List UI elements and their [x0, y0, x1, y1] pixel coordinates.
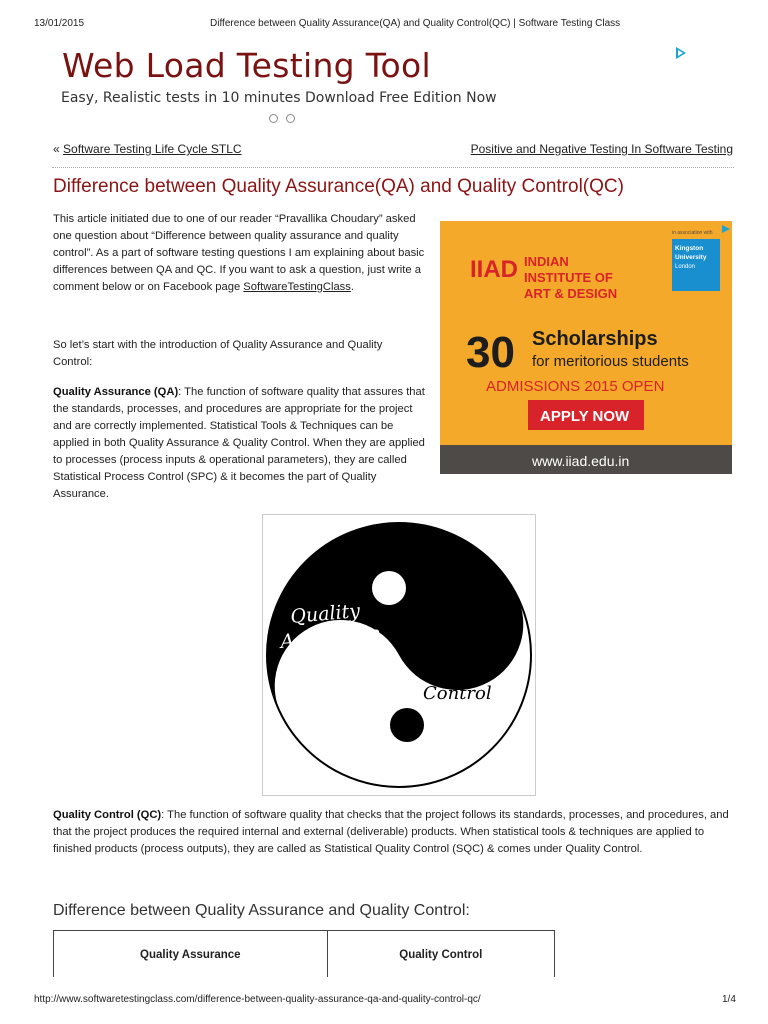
adchoices-icon[interactable] — [676, 47, 686, 59]
print-date: 13/01/2015 — [34, 18, 85, 29]
qc-label-2: Control — [423, 683, 492, 704]
qc-label-1: Quality — [423, 659, 489, 680]
qc-definition: : The function of software quality that checks that the project follows its standards, processes, and procedures, and that the project produces the required internal and external (deliverable) products. When statistical tools & techniques are applied to finished products (process outputs), they are called as Statistical Quality Control (SQC) & comes under Quality Control. — [53, 809, 729, 855]
intro-end: . — [350, 281, 354, 293]
qa-label-2: Assurance — [279, 622, 382, 653]
kingston-2: University — [675, 254, 707, 261]
qa-paragraph — [53, 384, 431, 503]
table-header-row — [54, 931, 555, 980]
iiad-name-2: INSTITUTE OF — [524, 270, 613, 285]
iiad-banner-ad[interactable] — [440, 221, 732, 474]
print-page-number: 1/4 — [722, 994, 736, 1005]
intro-paragraph — [53, 211, 431, 296]
facebook-page-link[interactable]: SoftwareTestingClass — [243, 281, 351, 293]
scholarship-count: 30 — [466, 328, 515, 377]
qa-definition: : The function of software quality that assures that the standards, processes, and procedures are appropriate for the project and are correctly implemented. Statistical Tools & Techniques can be applied in both Quality Assurance & Quality Control. When they are applied to processes (process inputs & operational parameters), they are called Statistical Process Control (SPC) & it becomes the part of Quality Assurance. — [53, 386, 425, 500]
banner-url: www.iiad.edu.in — [532, 453, 630, 469]
yin-dot — [372, 571, 406, 605]
apply-now-label: APPLY NOW — [540, 408, 630, 425]
table-header-qa: Quality Assurance — [54, 931, 328, 980]
collab-text: in association with — [672, 230, 713, 236]
qa-term: Quality Assurance (QA) — [53, 386, 179, 398]
prev-post-link[interactable]: Software Testing Life Cycle STLC — [63, 142, 242, 156]
iiad-banner-graphic — [440, 221, 732, 474]
yinyang-graphic — [263, 515, 535, 795]
iiad-name-3: ART & DESIGN — [524, 286, 618, 301]
iiad-logo: IIAD — [470, 256, 518, 283]
qa-qc-yinyang-image — [262, 514, 536, 796]
ad-subtitle[interactable]: Easy, Realistic tests in 10 minutes Download Free Edition Now — [61, 90, 497, 106]
qa-label-1: Quality — [289, 599, 361, 628]
next-post-link[interactable]: Positive and Negative Testing In Software Testing — [470, 142, 733, 156]
divider — [52, 167, 734, 168]
iiad-name-1: INDIAN — [524, 254, 569, 269]
prev-arrow: « — [53, 142, 60, 156]
qc-term: Quality Control (QC) — [53, 809, 162, 821]
kingston-3: London — [675, 264, 696, 270]
table-header-qc: Quality Control — [327, 931, 554, 980]
ad-title[interactable]: Web Load Testing Tool — [62, 46, 431, 85]
section-heading: Difference between Quality Assurance and Quality Control: — [53, 902, 470, 919]
prev-post-nav — [53, 142, 242, 156]
next-post-nav — [471, 142, 733, 156]
meritorious-label: for meritorious students — [532, 353, 689, 370]
carousel-dot-1[interactable] — [269, 114, 278, 123]
scholarships-label: Scholarships — [532, 328, 658, 350]
intro-text: This article initiated due to one of our reader “Pravallika Choudary” asked one question about “Difference between quality assurance and quality control”. As a part of software testing questions I am explaining about basic differences between QA and QC. If you want to ask a question, just write a comment below or on Facebook page — [53, 213, 425, 293]
print-title: Difference between Quality Assurance(QA) and Quality Control(QC) | Software Testing Class — [210, 18, 621, 29]
carousel-dot-2[interactable] — [286, 114, 295, 123]
admissions-label: ADMISSIONS 2015 OPEN — [486, 378, 665, 395]
yang-dot — [390, 708, 424, 742]
print-url: http://www.softwaretestingclass.com/difference-between-quality-assurance-qa-and-quality-control-qc/ — [34, 994, 481, 1005]
qc-paragraph — [53, 807, 737, 858]
kingston-1: Kingston — [675, 245, 704, 252]
article-title: Difference between Quality Assurance(QA) and Quality Control(QC) — [53, 176, 624, 197]
start-paragraph: So let’s start with the introduction of Quality Assurance and Quality Control: — [53, 339, 383, 368]
